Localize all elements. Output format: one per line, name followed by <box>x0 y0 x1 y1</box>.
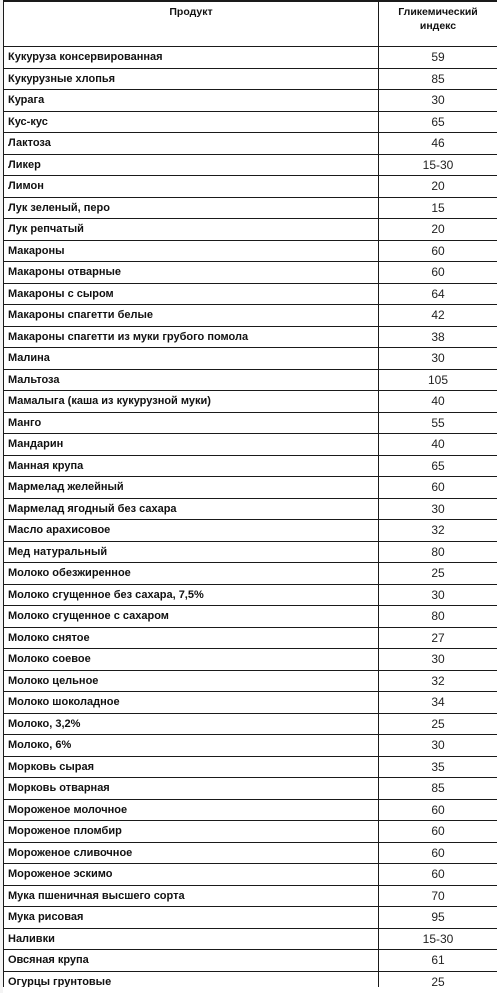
product-name-cell: Манго <box>4 412 379 434</box>
product-name-cell: Молоко шоколадное <box>4 692 379 714</box>
product-name-cell: Кукурузные хлопья <box>4 68 379 90</box>
table-row <box>4 477 498 499</box>
table-row <box>4 842 498 864</box>
table-row <box>4 240 498 262</box>
glycemic-index-cell: 42 <box>379 305 498 327</box>
table-row <box>4 756 498 778</box>
table-row <box>4 326 498 348</box>
table-row <box>4 111 498 133</box>
glycemic-index-cell: 60 <box>379 262 498 284</box>
glycemic-index-cell: 80 <box>379 606 498 628</box>
table-row <box>4 434 498 456</box>
product-name-cell: Лук зеленый, перо <box>4 197 379 219</box>
glycemic-index-table <box>3 0 497 987</box>
glycemic-index-cell: 34 <box>379 692 498 714</box>
product-name-cell: Мука рисовая <box>4 907 379 929</box>
table-row <box>4 950 498 972</box>
product-name-cell: Мальтоза <box>4 369 379 391</box>
header-row <box>4 1 498 47</box>
glycemic-index-cell: 60 <box>379 864 498 886</box>
glycemic-index-cell: 64 <box>379 283 498 305</box>
product-name-cell: Курага <box>4 90 379 112</box>
table-row <box>4 735 498 757</box>
product-name-cell: Мамалыга (каша из кукурузной муки) <box>4 391 379 413</box>
document-sheet <box>3 0 497 987</box>
glycemic-index-cell: 25 <box>379 563 498 585</box>
table-row <box>4 541 498 563</box>
glycemic-index-cell: 40 <box>379 391 498 413</box>
glycemic-index-cell: 27 <box>379 627 498 649</box>
glycemic-index-cell: 25 <box>379 713 498 735</box>
glycemic-index-cell: 105 <box>379 369 498 391</box>
product-name-cell: Лук репчатый <box>4 219 379 241</box>
product-name-cell: Макароны отварные <box>4 262 379 284</box>
table-row <box>4 907 498 929</box>
table-row <box>4 455 498 477</box>
glycemic-index-cell: 60 <box>379 842 498 864</box>
product-name-cell: Макароны <box>4 240 379 262</box>
product-name-cell: Мороженое эскимо <box>4 864 379 886</box>
glycemic-index-cell: 46 <box>379 133 498 155</box>
product-name-cell: Огурцы грунтовые <box>4 971 379 987</box>
table-row <box>4 778 498 800</box>
product-name-cell: Мармелад ягодный без сахара <box>4 498 379 520</box>
glycemic-index-cell: 80 <box>379 541 498 563</box>
product-name-cell: Молоко снятое <box>4 627 379 649</box>
product-name-cell: Наливки <box>4 928 379 950</box>
product-name-cell: Овсяная крупа <box>4 950 379 972</box>
glycemic-index-cell: 60 <box>379 240 498 262</box>
product-name-cell: Мороженое пломбир <box>4 821 379 843</box>
glycemic-index-cell: 30 <box>379 649 498 671</box>
table-row <box>4 670 498 692</box>
product-name-cell: Манная крупа <box>4 455 379 477</box>
product-name-cell: Макароны спагетти белые <box>4 305 379 327</box>
glycemic-index-cell: 60 <box>379 799 498 821</box>
product-name-cell: Молоко сгущенное с сахаром <box>4 606 379 628</box>
table-row <box>4 305 498 327</box>
glycemic-index-cell: 15 <box>379 197 498 219</box>
glycemic-index-cell: 85 <box>379 778 498 800</box>
table-row <box>4 713 498 735</box>
glycemic-index-cell: 40 <box>379 434 498 456</box>
glycemic-index-cell: 85 <box>379 68 498 90</box>
table-row <box>4 154 498 176</box>
table-row <box>4 520 498 542</box>
table-row <box>4 928 498 950</box>
table-row <box>4 47 498 69</box>
product-name-cell: Макароны с сыром <box>4 283 379 305</box>
glycemic-index-cell: 38 <box>379 326 498 348</box>
glycemic-index-cell: 35 <box>379 756 498 778</box>
product-name-cell: Макароны спагетти из муки грубого помола <box>4 326 379 348</box>
table-row <box>4 348 498 370</box>
glycemic-index-cell: 60 <box>379 477 498 499</box>
product-name-cell: Мандарин <box>4 434 379 456</box>
product-name-cell: Мука пшеничная высшего сорта <box>4 885 379 907</box>
glycemic-index-cell: 30 <box>379 90 498 112</box>
glycemic-index-cell: 15-30 <box>379 154 498 176</box>
product-name-cell: Мороженое молочное <box>4 799 379 821</box>
table-row <box>4 649 498 671</box>
glycemic-index-cell: 25 <box>379 971 498 987</box>
table-row <box>4 369 498 391</box>
product-name-cell: Морковь отварная <box>4 778 379 800</box>
table-row <box>4 584 498 606</box>
product-name-cell: Морковь сырая <box>4 756 379 778</box>
glycemic-index-cell: 32 <box>379 670 498 692</box>
glycemic-index-cell: 61 <box>379 950 498 972</box>
glycemic-index-cell: 30 <box>379 735 498 757</box>
header-product: Продукт <box>4 1 379 47</box>
table-row <box>4 799 498 821</box>
product-name-cell: Молоко цельное <box>4 670 379 692</box>
glycemic-index-cell: 32 <box>379 520 498 542</box>
product-name-cell: Масло арахисовое <box>4 520 379 542</box>
glycemic-index-cell: 20 <box>379 219 498 241</box>
header-glycemic-index: Гликемический индекс <box>379 1 498 47</box>
table-row <box>4 563 498 585</box>
table-row <box>4 176 498 198</box>
glycemic-index-cell: 30 <box>379 348 498 370</box>
glycemic-index-cell: 95 <box>379 907 498 929</box>
product-name-cell: Мармелад желейный <box>4 477 379 499</box>
product-name-cell: Мед натуральный <box>4 541 379 563</box>
glycemic-index-cell: 59 <box>379 47 498 69</box>
table-row <box>4 412 498 434</box>
product-name-cell: Лимон <box>4 176 379 198</box>
glycemic-index-cell: 15-30 <box>379 928 498 950</box>
product-name-cell: Молоко сгущенное без сахара, 7,5% <box>4 584 379 606</box>
table-row <box>4 68 498 90</box>
product-name-cell: Мороженое сливочное <box>4 842 379 864</box>
table-row <box>4 283 498 305</box>
table-row <box>4 821 498 843</box>
product-name-cell: Молоко соевое <box>4 649 379 671</box>
product-name-cell: Кус-кус <box>4 111 379 133</box>
table-row <box>4 498 498 520</box>
product-name-cell: Молоко, 3,2% <box>4 713 379 735</box>
table-row <box>4 219 498 241</box>
table-row <box>4 133 498 155</box>
glycemic-index-cell: 70 <box>379 885 498 907</box>
product-name-cell: Молоко обезжиренное <box>4 563 379 585</box>
table-row <box>4 606 498 628</box>
glycemic-index-cell: 30 <box>379 498 498 520</box>
product-name-cell: Лактоза <box>4 133 379 155</box>
glycemic-index-cell: 30 <box>379 584 498 606</box>
table-row <box>4 627 498 649</box>
glycemic-index-cell: 60 <box>379 821 498 843</box>
product-name-cell: Кукуруза консервированная <box>4 47 379 69</box>
table-row <box>4 885 498 907</box>
table-row <box>4 971 498 987</box>
glycemic-index-cell: 65 <box>379 111 498 133</box>
table-row <box>4 262 498 284</box>
glycemic-index-cell: 20 <box>379 176 498 198</box>
product-name-cell: Малина <box>4 348 379 370</box>
table-row <box>4 391 498 413</box>
table-row <box>4 692 498 714</box>
table-row <box>4 197 498 219</box>
glycemic-index-cell: 55 <box>379 412 498 434</box>
table-body <box>4 47 498 988</box>
product-name-cell: Молоко, 6% <box>4 735 379 757</box>
table-row <box>4 90 498 112</box>
glycemic-index-cell: 65 <box>379 455 498 477</box>
product-name-cell: Ликер <box>4 154 379 176</box>
table-row <box>4 864 498 886</box>
